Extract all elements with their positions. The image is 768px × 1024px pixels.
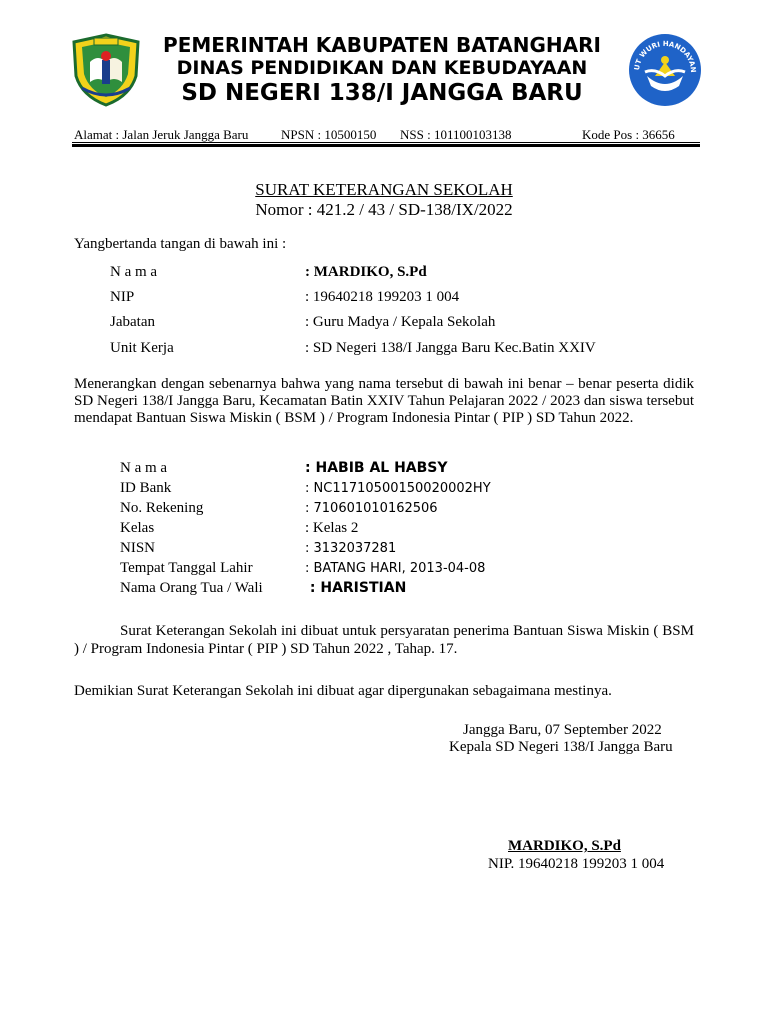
header-line-2: DINAS PENDIDIKAN DAN KEBUDAYAAN [176,57,588,79]
student-value-idbank: : NC11710500150020002HY [305,481,491,496]
student-label-nisn: NISN [120,540,156,556]
header-line-1: PEMERINTAH KABUPATEN BATANGHARI [163,33,601,57]
student-value-kelas: : Kelas 2 [305,520,359,536]
npsn: NPSN : 10500150 [281,127,377,142]
student-label-nama: N a m a [120,460,168,476]
place-date: Jangga Baru, 07 September 2022 [463,722,662,738]
signer-value-nip: : 19640218 199203 1 004 [305,289,460,305]
letter-title: SURAT KETERANGAN SEKOLAH [255,180,513,199]
student-value-wali: : HARISTIAN [305,580,407,596]
intro-text: Yangbertanda tangan di bawah ini : [74,236,287,252]
signer-value-nama: : MARDIKO, S.Pd [305,264,427,280]
student-label-kelas: Kelas [120,520,155,536]
letter-number: Nomor : 421.2 / 43 / SD-138/IX/2022 [255,200,513,219]
purpose-paragraph: Surat Keterangan Sekolah ini dibuat untuk persyaratan penerima Bantuan Siswa Miskin ( BSM ) / Program Indonesia Pintar ( PIP ) SD Tahun 2022 , Tahap. 17. [74,623,694,657]
statement-paragraph: Menerangkan dengan sebenarnya bahwa yang nama tersebut di bawah ini benar – benar peserta didik SD Negeri 138/I Jangga Baru, Kecamatan Batin XXIV Tahun Pelajaran 2022 / 2023 dan siswa tersebut mendapat Bantuan Siswa Miskin ( BSM ) / Program Indonesia Pintar ( PIP ) SD Tahun 2022. [74,376,694,426]
student-label-wali: Nama Orang Tua / Wali [120,580,263,596]
student-label-rekening: No. Rekening [120,500,204,516]
header-rule-thick [72,144,700,147]
student-label-ttl: Tempat Tanggal Lahir [120,560,253,576]
signer-title: Kepala SD Negeri 138/I Jangga Baru [449,739,673,755]
signer-label-nama: N a m a [110,264,158,280]
student-value-nisn: : 3132037281 [305,541,397,556]
student-label-idbank: ID Bank [120,480,172,496]
student-value-ttl: : BATANG HARI, 2013-04-08 [305,561,486,576]
signer-name: MARDIKO, S.Pd [508,838,621,854]
logo-motto: UT WURI HANDAYAN [632,39,698,73]
kode-pos: Kode Pos : 36656 [582,127,675,142]
closing-text: Demikian Surat Keterangan Sekolah ini dibuat agar dipergunakan sebagaimana mestinya. [74,683,612,699]
nss: NSS : 101100103138 [400,127,512,142]
signer-label-nip: NIP [110,289,135,305]
tut-wuri-handayani-logo [627,32,703,108]
signer-value-jabatan: : Guru Madya / Kepala Sekolah [305,314,496,330]
signer-label-unit: Unit Kerja [110,340,174,356]
signer-nip: NIP. 19640218 199203 1 004 [488,856,665,872]
student-value-nama: : HABIB AL HABSY [305,460,448,476]
student-value-rekening: : 710601010162506 [305,501,438,516]
header-line-3: SD NEGERI 138/I JANGGA BARU [181,80,583,106]
address: Alamat : Jalan Jeruk Jangga Baru [74,127,249,142]
header-rule-thin [72,142,700,143]
signer-value-unit: : SD Negeri 138/I Jangga Baru Kec.Batin XXIV [305,340,596,356]
signer-label-jabatan: Jabatan [110,314,155,330]
